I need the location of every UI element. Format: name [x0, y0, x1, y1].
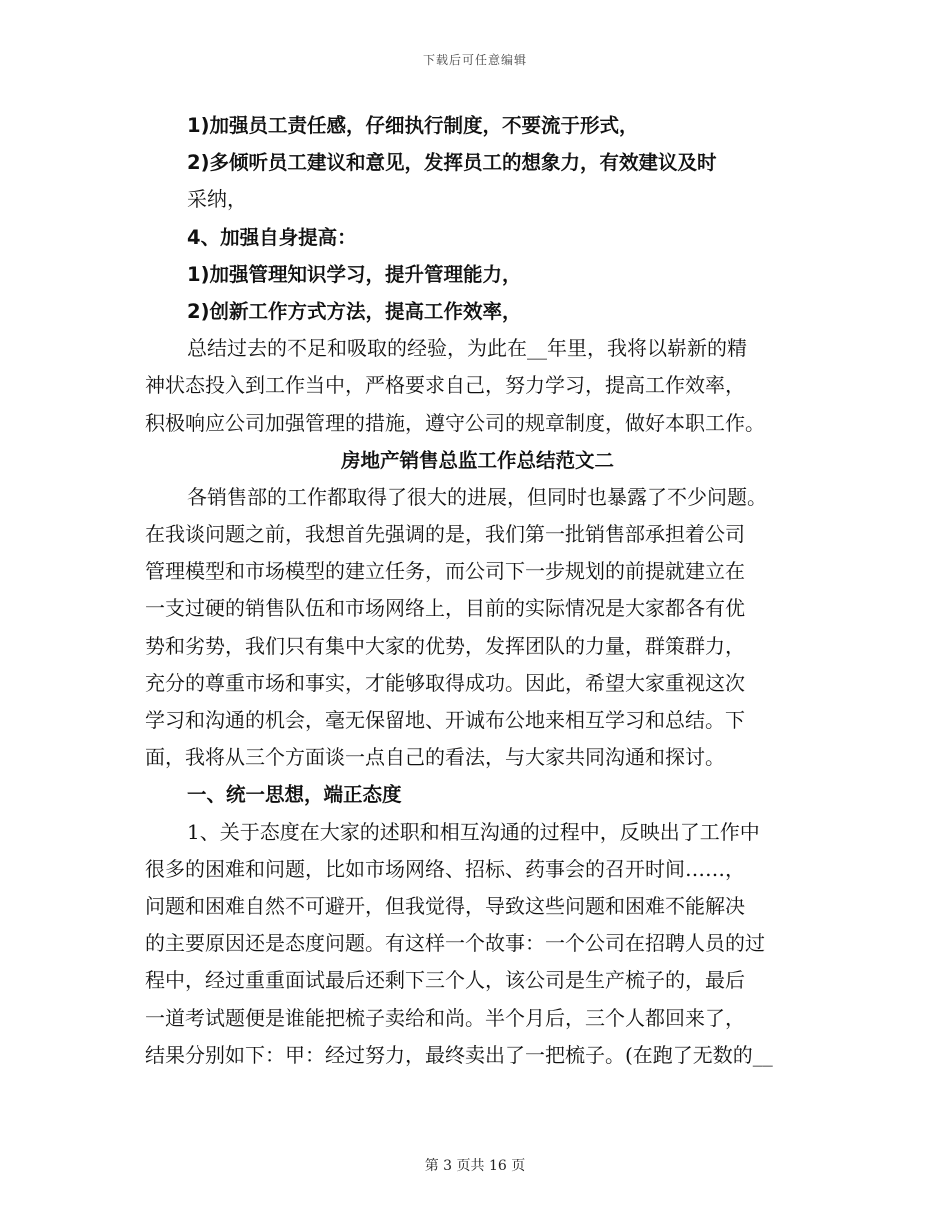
paragraph-line: 管理模型和市场模型的建立任务，而公司下一步规划的前提就建立在 — [145, 559, 745, 584]
paragraph-line: 在我谈问题之前，我想首先强调的是，我们第一批销售部承担着公司 — [145, 522, 745, 547]
paragraph-line: 程中，经过重重面试最后还剩下三个人，该公司是生产梳子的，最后 — [145, 968, 745, 993]
list-item: 2)创新工作方式方法，提高工作效率， — [187, 299, 522, 323]
text-line: 采纳， — [187, 187, 247, 212]
section-title: 房地产销售总监工作总结范文二 — [340, 448, 614, 472]
paragraph-line: 很多的困难和问题，比如市场网络、招标、药事会的召开时间……， — [145, 856, 745, 881]
list-item: 1)加强管理知识学习，提升管理能力， — [187, 262, 522, 286]
paragraph-line: 结果分别如下：甲：经过努力，最终卖出了一把梳子。(在跑了无数的__ — [145, 1042, 773, 1067]
document-body — [145, 107, 810, 1074]
paragraph-line: 积极响应公司加强管理的措施，遵守公司的规章制度，做好本职工作。 — [145, 410, 765, 435]
section-heading: 4、加强自身提高： — [187, 225, 357, 249]
paragraph-line: 神状态投入到工作当中，严格要求自己，努力学习，提高工作效率， — [145, 373, 745, 398]
paragraph-line: 面，我将从三个方面谈一点自己的看法，与大家共同沟通和探讨。 — [145, 745, 725, 770]
paragraph-line: 各销售部的工作都取得了很大的进展，但同时也暴露了不少问题。 — [187, 484, 767, 509]
paragraph-line: 问题和困难自然不可避开，但我觉得，导致这些问题和困难不能解决 — [145, 893, 745, 918]
paragraph-line: 总结过去的不足和吸取的经验，为此在__年里，我将以崭新的精 — [187, 336, 747, 361]
list-item: 2)多倾听员工建议和意见，发挥员工的想象力，有效建议及时 — [187, 151, 717, 175]
paragraph-line: 充分的尊重市场和事实，才能够取得成功。因此，希望大家重视这次 — [145, 670, 745, 695]
paragraph-line: 一道考试题便是谁能把梳子卖给和尚。半个月后，三个人都回来了， — [145, 1005, 745, 1030]
paragraph-line: 的主要原因还是态度问题。有这样一个故事：一个公司在招聘人员的过 — [145, 931, 765, 956]
paragraph-line: 一支过硬的销售队伍和市场网络上，目前的实际情况是大家都各有优 — [145, 596, 745, 621]
section-heading: 一、统一思想，端正态度 — [187, 783, 402, 807]
page-header: 下载后可任意编辑 — [422, 53, 527, 67]
paragraph-line: 1、关于态度在大家的述职和相互沟通的过程中，反映出了工作中 — [187, 819, 760, 844]
paragraph-line: 学习和沟通的机会，毫无保留地、开诚布公地来相互学习和总结。下 — [145, 708, 745, 732]
list-item: 1)加强员工责任感，仔细执行制度，不要流于形式， — [187, 114, 639, 137]
page-footer: 第 3 页共 16 页 — [424, 1158, 526, 1174]
paragraph-line: 势和劣势，我们只有集中大家的优势，发挥团队的力量，群策群力， — [145, 633, 745, 658]
